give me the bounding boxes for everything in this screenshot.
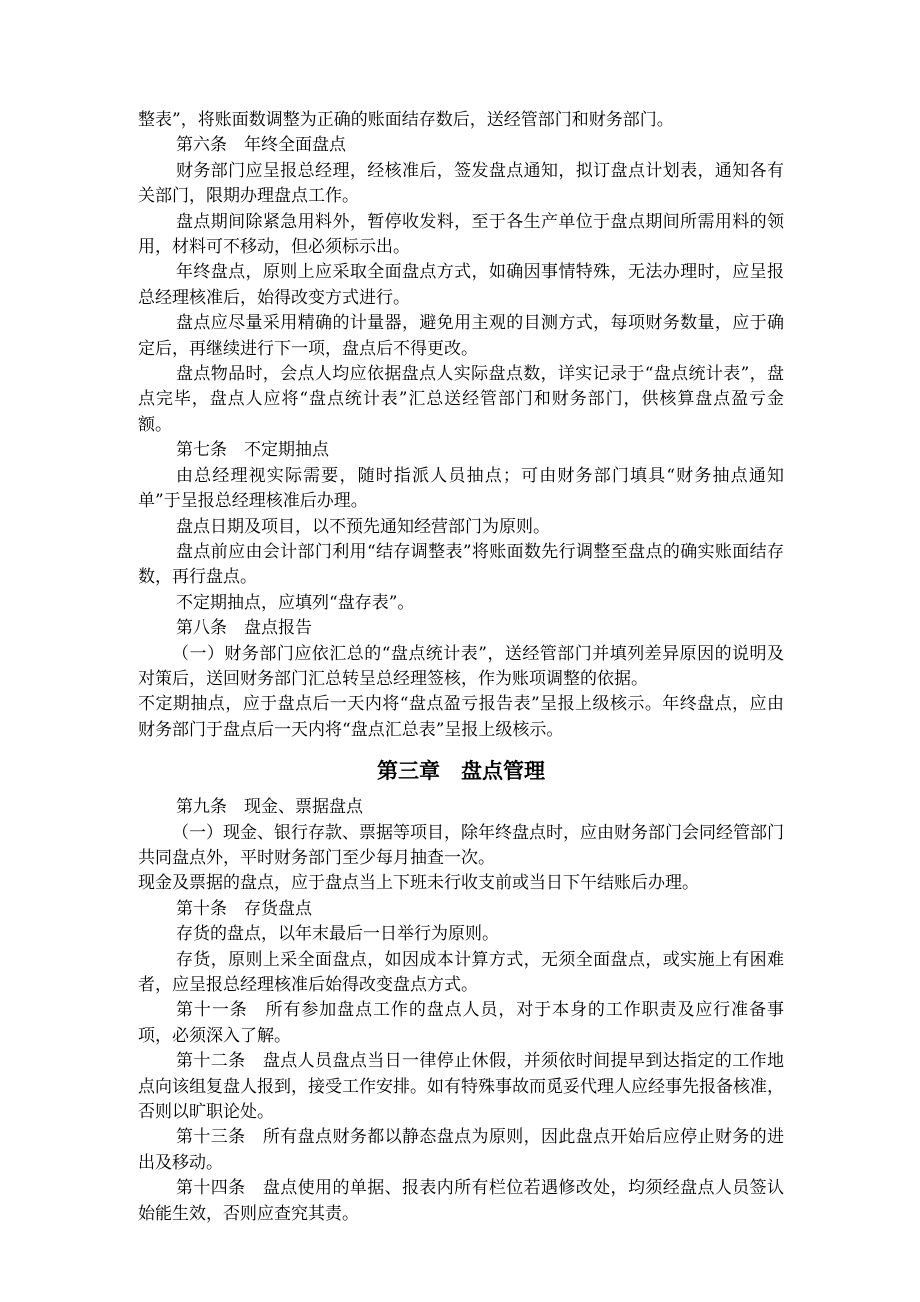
regulation-section-before <box>138 108 784 743</box>
paragraph: 整表”，将账面数调整为正确的账面结存数后，送经管部门和财务部门。 <box>138 110 674 130</box>
paragraph: 第十四条 盘点使用的单据、报表内所有栏位若遇修改处，均须经盘点人员签认始能生效，否则应查究其责。 <box>138 1178 784 1224</box>
paragraph: 由总经理视实际需要，随时指派人员抽点；可由财务部门填具“财务抽点通知单”于呈报总经理核准后办理。 <box>138 465 784 512</box>
paragraph: 第九条 现金、票据盘点 <box>176 797 363 818</box>
paragraph: 第八条 盘点报告 <box>176 618 312 639</box>
paragraph: 盘点期间除紧急用料外，暂停收发料，至于各生产单位于盘点期间所需用料的领用，材料可不移动，但必须标示出。 <box>138 211 784 258</box>
paragraph: 不定期抽点，应于盘点后一天内将“盘点盈亏报告表”呈报上级核示。年终盘点，应由财务部门于盘点后一天内将“盘点汇总表”呈报上级核示。 <box>138 694 784 740</box>
paragraph: 现金及票据的盘点，应于盘点当上下班未行收支前或当日下午结账后办理。 <box>138 873 699 894</box>
paragraph: 第十一条 所有参加盘点工作的盘点人员，对于本身的工作职责及应行准备事项，必须深入了解。 <box>138 1000 784 1046</box>
paragraph: 不定期抽点，应填列“盘存表”。 <box>176 592 415 613</box>
document-page <box>138 108 784 1227</box>
paragraph: （一）财务部门应依汇总的“盘点统计表”，送经管部门并填列差异原因的说明及对策后，送回财务部门汇总转呈总经理签核，作为账项调整的依据。 <box>138 643 784 689</box>
paragraph: 第七条 不定期抽点 <box>176 440 329 461</box>
paragraph: 盘点物品时，会点人均应依据盘点人实际盘点数，详实记录于“盘点统计表”，盘点完毕，盘点人应将“盘点统计表”汇总送经管部门和财务部门，供核算盘点盈亏金额。 <box>138 364 784 435</box>
paragraph: 存货，原则上采全面盘点，如因成本计算方式，无须全面盘点，或实施上有困难者，应呈报总经理核准后始得改变盘点方式。 <box>138 949 784 995</box>
paragraph: 盘点前应由会计部门利用“结存调整表”将账面数先行调整至盘点的确实账面结存数，再行盘点。 <box>138 541 784 588</box>
regulation-section-after <box>138 795 784 1227</box>
paragraph: 盘点日期及项目，以不预先通知经营部门为原则。 <box>176 516 550 537</box>
paragraph: 年终盘点，原则上应采取全面盘点方式，如确因事情特殊，无法办理时，应呈报总经理核准后，始得改变方式进行。 <box>138 262 784 308</box>
paragraph: 财务部门应呈报总经理，经核准后，签发盘点通知，拟订盘点计划表，通知各有关部门，限期办理盘点工作。 <box>138 160 784 207</box>
paragraph: 存货的盘点，以年末最后一日举行为原则。 <box>176 924 499 945</box>
paragraph: 第六条 年终全面盘点 <box>176 135 346 156</box>
paragraph: 第十二条 盘点人员盘点当日一律停止休假，并须依时间提早到达指定的工作地点向该组复盘人报到，接受工作安排。如有特殊事故而觅妥代理人应经事先报备核准，否则以旷职论处。 <box>138 1051 784 1123</box>
paragraph: （一）现金、银行存款、票据等项目，除年终盘点时，应由财务部门会同经管部门共同盘点外，平时财务部门至少每月抽查一次。 <box>138 822 784 868</box>
paragraph: 盘点应尽量采用精确的计量器，避免用主观的目测方式，每项财务数量，应于确定后，再继续进行下一项，盘点后不得更改。 <box>138 313 784 359</box>
paragraph: 第十条 存货盘点 <box>176 898 312 919</box>
chapter-title: 第三章 盘点管理 <box>377 759 545 784</box>
paragraph: 第十三条 所有盘点财务都以静态盘点为原则，因此盘点开始后应停止财务的进出及移动。 <box>138 1127 784 1173</box>
